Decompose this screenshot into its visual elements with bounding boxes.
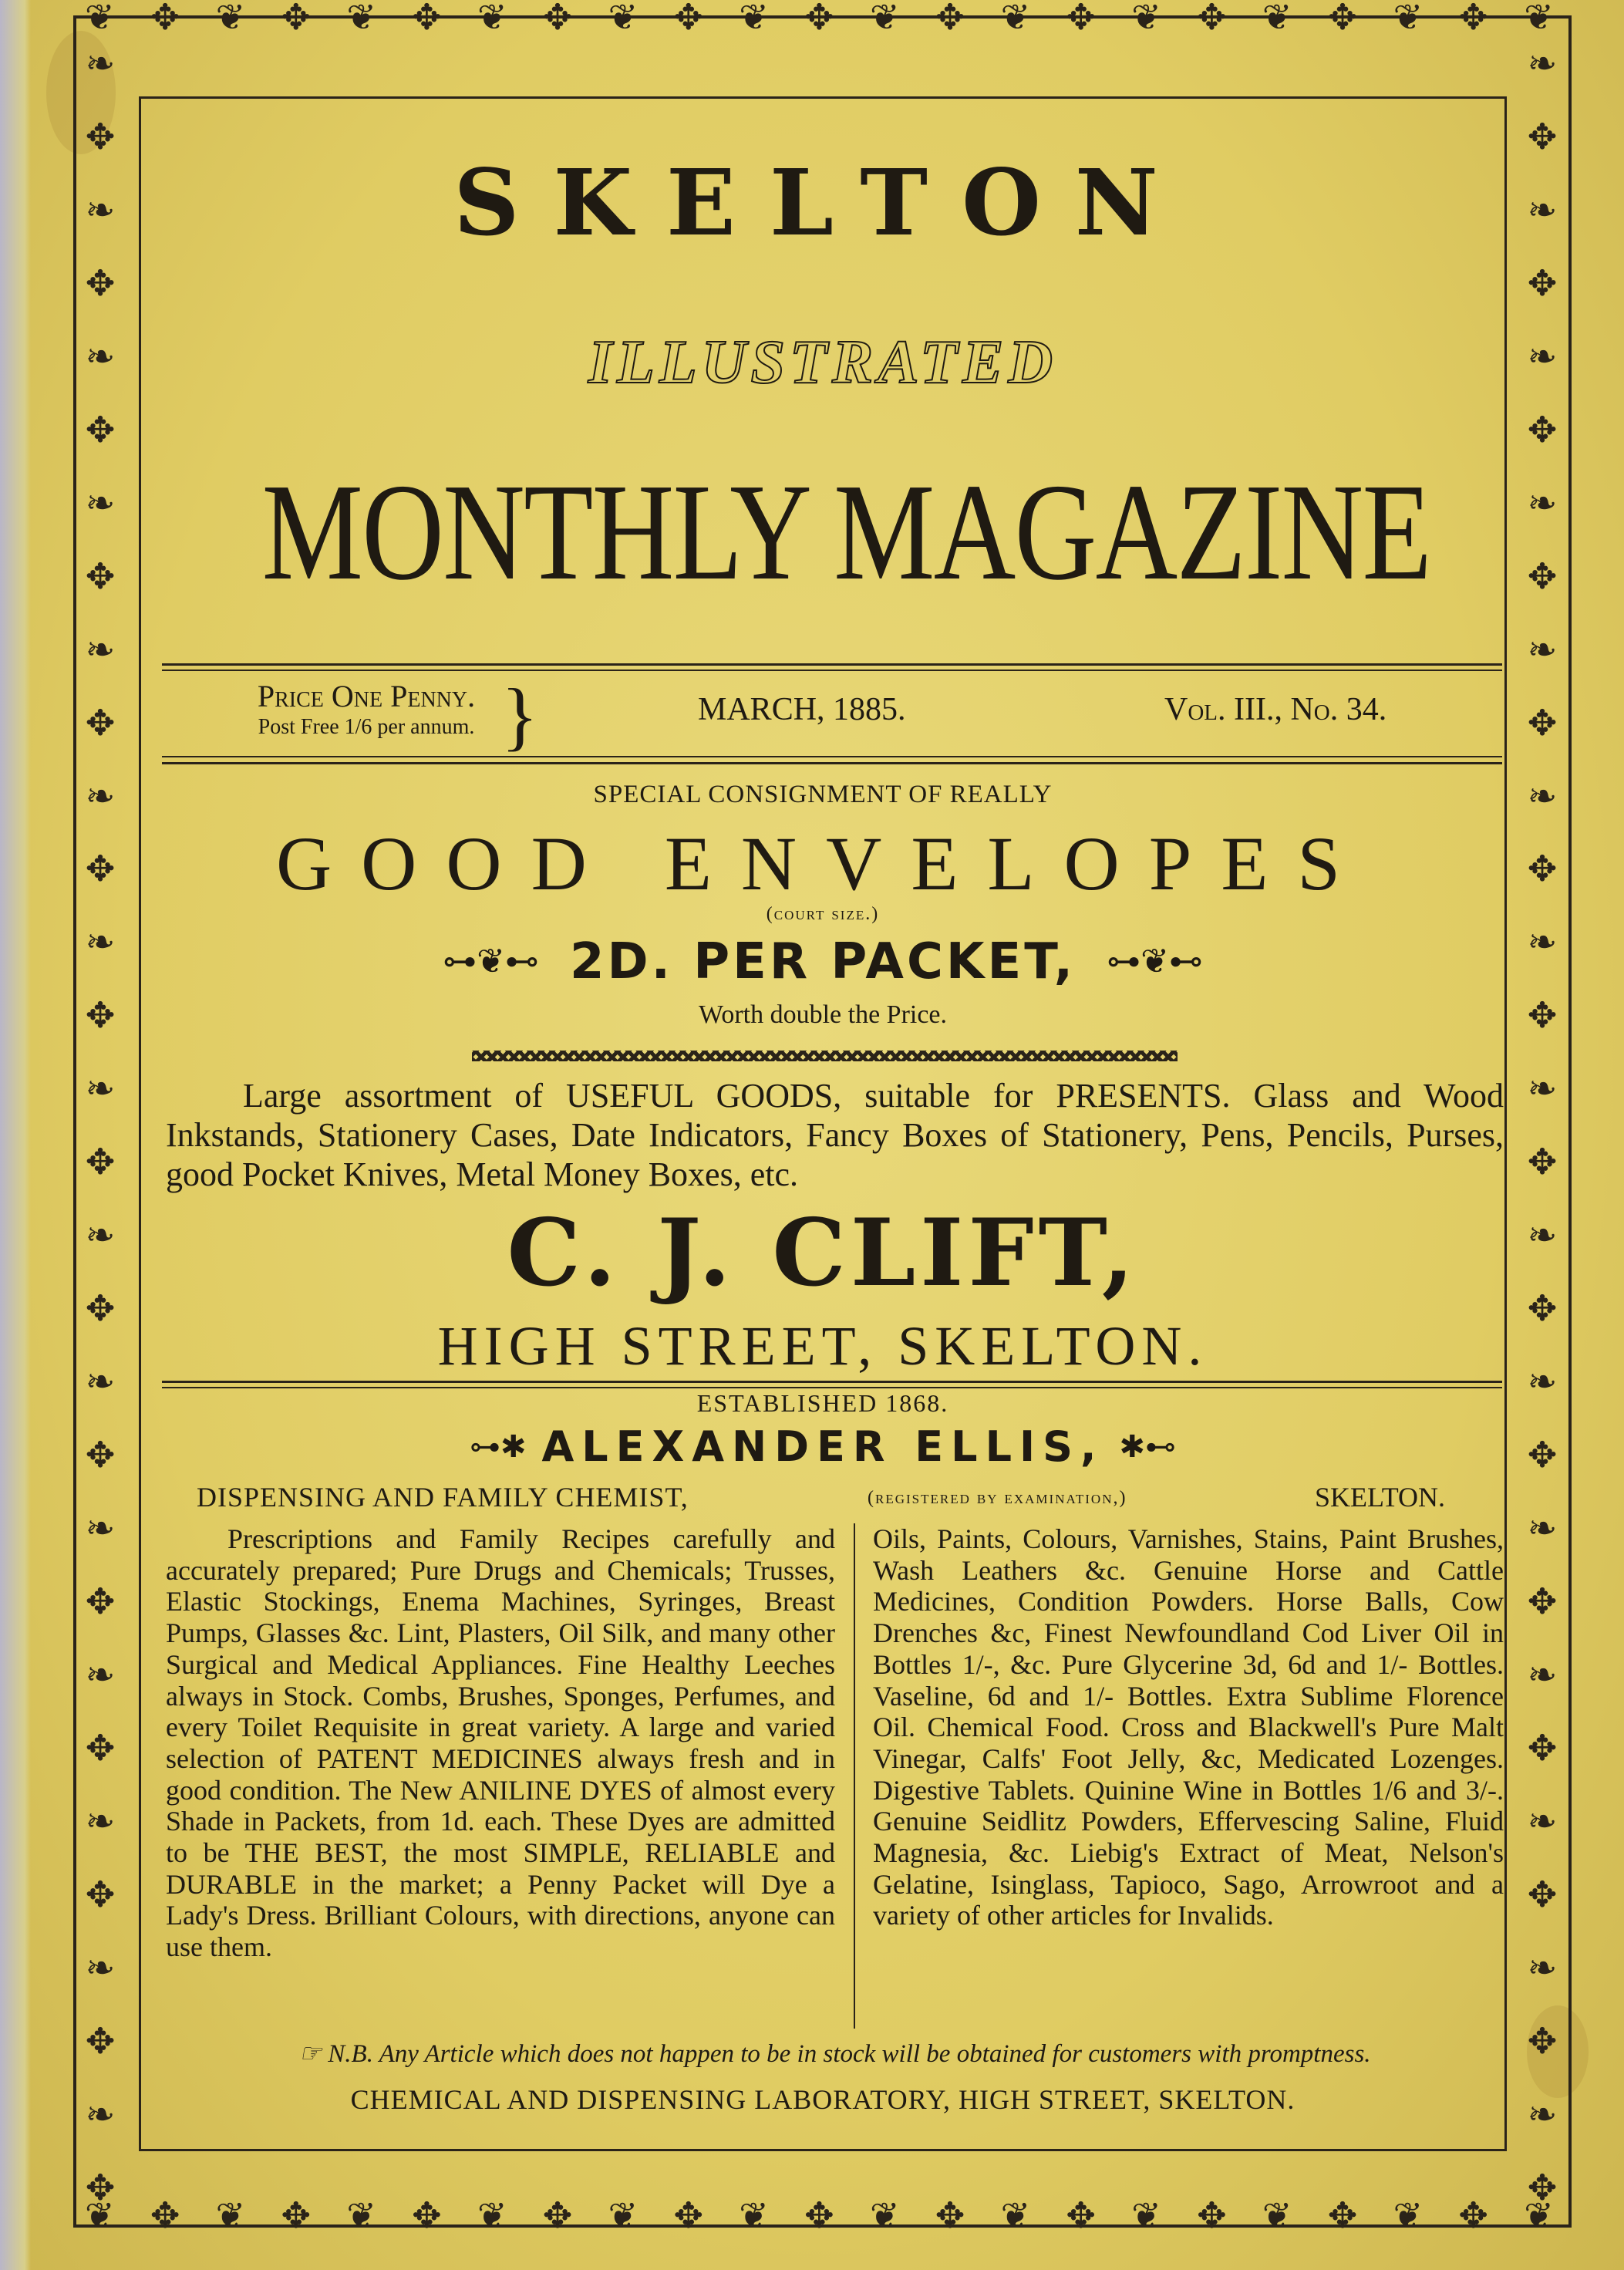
ellis-left-text: Prescriptions and Family Recipes carefully and accurately prepared; Pure Drugs and Chemicals; Trusses, Elastic Stockings, Enema Machines, Syringes, Breast Pumps, Glasses &c. Lint, Plasters, Oil Silk, and many other Surgical and Medical Appliances. Fine Healthy Leeches always in Stock. Combs, Brushes, Sponges, Perfumes, and every Toilet Requisite in great variety. A large and varied selection of PATENT MEDICINES always fresh and in good condition. The New ANILINE DYES of almost every Shade in Packets, from 1d. each. These Dyes are admitted to be THE BEST, the most SIMPLE, RELIABLE and DURABLE in the market; a Penny Packet will Dye a Lady's Dress. Brilliant Colours, with directions, anyone can use them.: [166, 1523, 835, 1963]
ellis-town: SKELTON.: [1315, 1482, 1446, 1513]
post-text: Post Free 1/6 per annum.: [258, 715, 475, 739]
envelopes-intro: SPECIAL CONSIGNMENT OF REALLY: [593, 781, 1053, 808]
ellis-right-text: Oils, Paints, Colours, Varnishes, Stains, Paint Brushes, Wash Leathers &c. Genuine Horse and Cattle Medicines, Condition Powders. Horse Balls, Cow Drenches &c, Finest Newfoundland Cod Liver Oil in Bottles 1/-, &c. Pure Glycerine 3d, 6d and 1/- Bottles. Vaseline, 6d and 1/- Bottles. Extra Sublime Florence Oil. Chemical Food. Cross and Blackwell's Pure Malt Vinegar, Calfs' Foot Jelly, &c, Medicated Lozenges. Digestive Tablets. Quinine Wine in Bottles 1/6 and 3/-. Genuine Seidlitz Powders, Effervescing Saline, Fluid Magnesia, &c. Liebig's Extract of Meat, Nelson's Gelatine, Isinglass, Tapioco, Sago, Arrowroot and a variety of other articles for Invalids.: [873, 1523, 1504, 1931]
ellis-laboratory: CHEMICAL AND DISPENSING LABORATORY, HIGH STREET, SKELTON.: [350, 2084, 1295, 2115]
pointing-hand-icon: ☞: [298, 2040, 329, 2068]
envelopes-worth: Worth double the Price.: [698, 1000, 948, 1029]
envelopes-headline: GOOD ENVELOPES: [275, 821, 1370, 906]
divider-rule: [162, 762, 1502, 764]
divider-rule: [162, 663, 1502, 666]
ellis-left-column: [166, 1523, 835, 1963]
ellis-name-row: [139, 1423, 1507, 1471]
goods-ad: [166, 1076, 1504, 1194]
flourish-left-icon: ⊶❦⊷: [443, 943, 539, 980]
ornament-left-icon: ⊶✱: [469, 1429, 527, 1464]
ornament-right: ❧ ✥ ❧ ✥ ❧ ✥ ❧ ✥ ❧ ✥ ❧ ✥ ❧ ✥ ❧ ✥ ❧ ✥ ❧ ✥ ❧ ✥ ❧ ✥ ❧ ✥ ❧ ✥ ❧ ✥: [1527, 46, 1558, 2206]
masthead-main-title: MONTHLY MAGAZINE: [261, 455, 1431, 609]
zigzag-divider: [472, 1051, 1178, 1061]
ellis-registered: (registered by examination,): [868, 1488, 1127, 1508]
envelopes-size: (court size.): [766, 904, 880, 924]
ellis-note: [166, 2038, 1504, 2070]
masthead-subtitle: ILLUSTRATED: [588, 329, 1058, 396]
brace-glyph: }: [501, 673, 538, 758]
masthead-title: SKELTON: [453, 149, 1192, 256]
divider-rule: [162, 670, 1502, 671]
price-info: [197, 679, 536, 740]
ellis-name: ALEXANDER ELLIS,: [541, 1422, 1104, 1471]
clift-address: HIGH STREET, SKELTON.: [437, 1315, 1208, 1377]
ornament-right-icon: ✱⊷: [1119, 1429, 1177, 1464]
clift-name: C. J. CLIFT,: [507, 1199, 1139, 1307]
ornament-bottom: ❦ ✥ ❦ ✥ ❦ ✥ ❦ ✥ ❦ ✥ ❦ ✥ ❦ ✥ ❦ ✥ ❦ ✥ ❦ ✥ ❦ ✥ ❦: [85, 2198, 1554, 2235]
paper-edge: [0, 0, 31, 2270]
issue-date: MARCH, 1885.: [698, 692, 906, 727]
ellis-note-text: N.B. Any Article which does not happen to be in stock will be obtained for customers with promptness.: [328, 2040, 1371, 2068]
ellis-established: ESTABLISHED 1868.: [696, 1389, 949, 1417]
ornament-top: ❦ ✥ ❦ ✥ ❦ ✥ ❦ ✥ ❦ ✥ ❦ ✥ ❦ ✥ ❦ ✥ ❦ ✥ ❦ ✥ ❦ ✥ ❦: [85, 0, 1554, 37]
price-text: Price One Penny.: [257, 679, 476, 713]
divider-rule: [162, 1381, 1502, 1383]
divider-rule: [162, 756, 1502, 757]
goods-ad-text: Large assortment of USEFUL GOODS, suitable for PRESENTS. Glass and Wood Inkstands, Stationery Cases, Date Indicators, Fancy Boxes of Stationery, Pens, Pencils, Purses, good Pocket Knives, Metal Money Boxes, etc.: [166, 1077, 1504, 1193]
ellis-trade: DISPENSING AND FAMILY CHEMIST,: [197, 1482, 689, 1513]
ornament-left: ❧ ✥ ❧ ✥ ❧ ✥ ❧ ✥ ❧ ✥ ❧ ✥ ❧ ✥ ❧ ✥ ❧ ✥ ❧ ✥ ❧ ✥ ❧ ✥ ❧ ✥ ❧ ✥ ❧ ✥: [85, 46, 116, 2206]
column-divider: [854, 1523, 855, 2029]
flourish-right-icon: ⊶❦⊷: [1107, 943, 1203, 980]
issue-volume: Vol. III., No. 34.: [1164, 692, 1387, 727]
ellis-right-column: [873, 1523, 1504, 1931]
envelopes-price-row: [139, 933, 1507, 990]
envelopes-price: 2D. PER PACKET,: [569, 933, 1076, 990]
